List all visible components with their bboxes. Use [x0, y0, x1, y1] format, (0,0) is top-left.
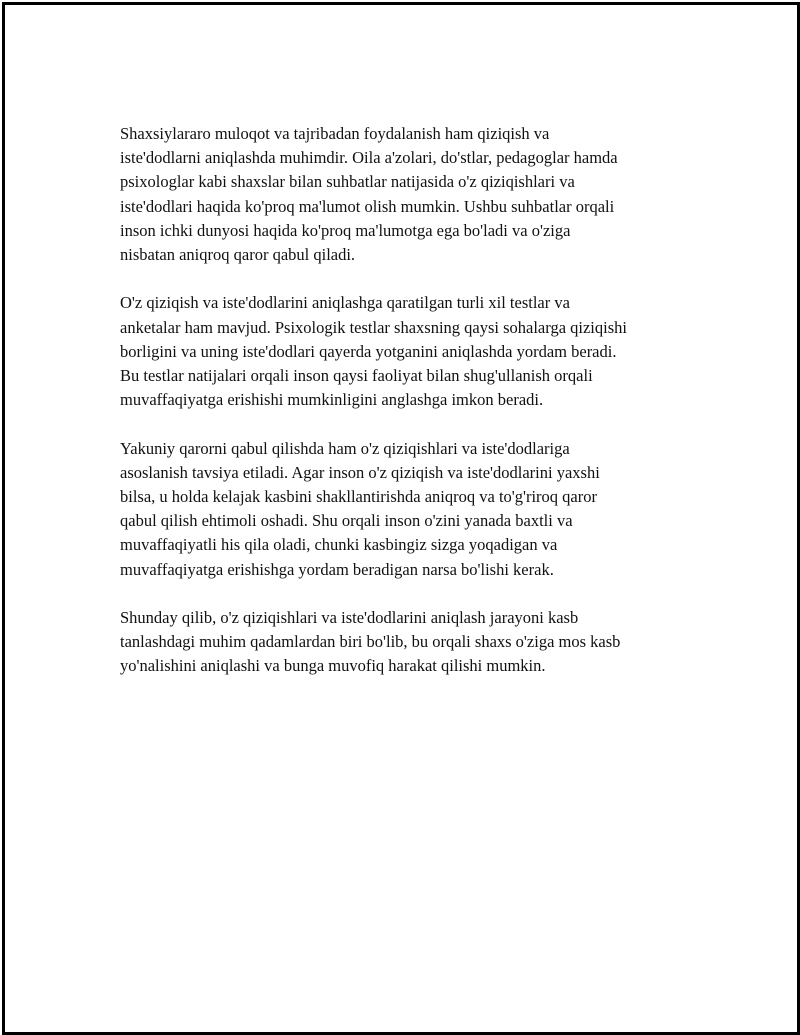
paragraph-2: O'z qiziqish va iste'dodlarini aniqlashga qaratilgan turli xil testlar va anketalar ham mavjud. Psixologik testlar shaxsning qaysi sohalarga qiziqishi borligini va uning iste'dodlari qayerda yotganini aniqlashda yordam beradi. Bu testlar natijalari orqali inson qaysi faoliyat bilan shug'ullanish orqali muvaffaqiyatga erishishi mumkinligini anglashga imkon beradi.	[120, 293, 627, 410]
page-frame	[2, 2, 800, 1035]
paragraph-3: Yakuniy qarorni qabul qilishda ham o'z qiziqishlari va iste'dodlariga asoslanish tavsiya etiladi. Agar inson o'z qiziqish va iste'dodlarini yaxshi bilsa, u holda kelajak kasbini shakllantirishda aniqroq va to'g'riroq qaror qabul qilish ehtimoli oshadi. Shu orqali inson o'zini yanada baxtli va muvaffaqiyatli his qila oladi, chunki kasbingiz sizga yoqadigan va muvaffaqiyatga erishishga yordam beradigan narsa bo'lishi kerak.	[120, 438, 600, 579]
paragraph-4: Shunday qilib, o'z qiziqishlari va iste'dodlarini aniqlash jarayoni kasb tanlashdagi muhim qadamlardan biri bo'lib, bu orqali shaxs o'ziga mos kasb yo'nalishini aniqlashi va bunga muvofiq harakat qilishi mumkin.	[120, 608, 621, 676]
document-body	[120, 122, 710, 679]
paragraph-1: Shaxsiylararo muloqot va tajribadan foydalanish ham qiziqish va iste'dodlarni aniqlashda muhimdir. Oila a'zolari, do'stlar, pedagoglar hamda psixologlar kabi shaxslar bilan suhbatlar natijasida o'z qiziqishlari va iste'dodlari haqida ko'proq ma'lumot olish mumkin. Ushbu suhbatlar orqali inson ichki dunyosi haqida ko'proq ma'lumotga ega bo'ladi va o'ziga nisbatan aniqroq qaror qabul qiladi.	[120, 124, 618, 265]
